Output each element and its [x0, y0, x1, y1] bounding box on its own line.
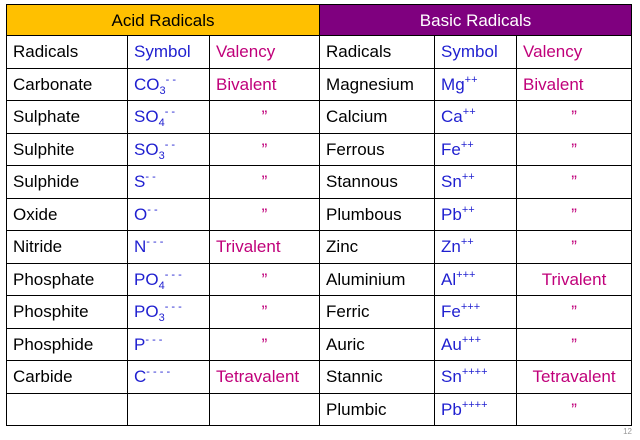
symbol-base: CO — [134, 74, 160, 94]
basic-radical-symbol — [435, 328, 517, 361]
symbol-base: C — [134, 367, 147, 387]
acid-radical-valency: ” — [210, 133, 320, 166]
acid-radical-symbol — [128, 68, 210, 101]
acid-radical-valency: Trivalent — [210, 231, 320, 264]
basic-radical-name: Magnesium — [320, 68, 435, 101]
radicals-table — [6, 4, 632, 426]
table-row — [7, 393, 632, 426]
acid-radical-name: Sulphite — [7, 133, 128, 166]
acid-radical-symbol — [128, 101, 210, 134]
symbol-charge: ++++ — [461, 366, 488, 379]
symbol-base: Ca — [441, 107, 463, 127]
acid-radical-symbol — [128, 361, 210, 394]
symbol-base: Fe — [441, 139, 461, 159]
basic-radical-symbol — [435, 133, 517, 166]
symbol-subscript: 4 — [158, 279, 165, 292]
acid-radical-name: Phosphite — [7, 296, 128, 329]
symbol-charge: ++ — [460, 236, 474, 249]
basic-col-symbol: Symbol — [435, 36, 517, 69]
basic-radical-name: Auric — [320, 328, 435, 361]
page-number: 12 — [623, 427, 632, 436]
symbol-base: Sn — [441, 367, 462, 387]
acid-radical-name: Phosphide — [7, 328, 128, 361]
table-row — [7, 101, 632, 134]
symbol-base: S — [134, 172, 146, 192]
symbol-charge: - - - — [146, 236, 164, 249]
basic-radical-symbol — [435, 166, 517, 199]
basic-col-radicals: Radicals — [320, 36, 435, 69]
basic-radical-name: Ferrous — [320, 133, 435, 166]
acid-radical-symbol — [128, 133, 210, 166]
symbol-charge: - - - - — [146, 366, 171, 379]
symbol-base: Pb — [441, 399, 462, 419]
symbol-charge: - - — [164, 106, 176, 119]
acid-radical-valency — [210, 393, 320, 426]
acid-radical-name: Phosphate — [7, 263, 128, 296]
symbol-base: Mg — [441, 74, 465, 94]
symbol-charge: - - — [145, 171, 156, 184]
symbol-base: N — [134, 237, 147, 257]
basic-radical-symbol — [435, 101, 517, 134]
acid-radical-symbol — [128, 296, 210, 329]
table-row — [7, 231, 632, 264]
table-row — [7, 328, 632, 361]
basic-radical-symbol — [435, 361, 517, 394]
table-row — [7, 361, 632, 394]
acid-radical-name: Carbide — [7, 361, 128, 394]
table-row — [7, 166, 632, 199]
acid-col-radicals: Radicals — [7, 36, 128, 69]
section-header-row — [7, 5, 632, 36]
basic-radical-name: Zinc — [320, 231, 435, 264]
symbol-charge: +++ — [460, 301, 481, 314]
basic-radical-valency: ” — [517, 133, 632, 166]
acid-radical-symbol — [128, 328, 210, 361]
symbol-base: Zn — [441, 237, 461, 257]
acid-radicals-header: Acid Radicals — [7, 5, 320, 36]
basic-radical-symbol — [435, 393, 517, 426]
basic-radical-valency: ” — [517, 231, 632, 264]
basic-radical-valency: Bivalent — [517, 68, 632, 101]
symbol-base: SO — [134, 139, 159, 159]
basic-radical-name: Aluminium — [320, 263, 435, 296]
basic-radical-valency: ” — [517, 101, 632, 134]
symbol-base: PO — [134, 269, 159, 289]
table-row — [7, 68, 632, 101]
acid-radical-valency: ” — [210, 101, 320, 134]
column-header-row — [7, 36, 632, 69]
symbol-charge: - - - — [164, 268, 182, 281]
table-row — [7, 198, 632, 231]
symbol-charge: - - - — [164, 301, 182, 314]
symbol-subscript: 3 — [158, 312, 165, 325]
symbol-base: Al — [441, 269, 457, 289]
symbol-charge: ++++ — [461, 398, 488, 411]
basic-radical-symbol — [435, 296, 517, 329]
symbol-charge: - - — [165, 73, 177, 86]
symbol-charge: ++ — [461, 171, 475, 184]
table-row — [7, 133, 632, 166]
symbol-base: O — [134, 204, 148, 224]
symbol-charge: ++ — [461, 203, 475, 216]
acid-radical-symbol — [128, 198, 210, 231]
symbol-charge: +++ — [461, 333, 482, 346]
basic-radical-symbol — [435, 68, 517, 101]
acid-radical-name: Oxide — [7, 198, 128, 231]
basic-radical-name: Calcium — [320, 101, 435, 134]
basic-radical-symbol — [435, 198, 517, 231]
basic-radical-valency: ” — [517, 166, 632, 199]
symbol-charge: ++ — [460, 138, 474, 151]
acid-radical-valency: ” — [210, 263, 320, 296]
acid-radical-name: Sulphide — [7, 166, 128, 199]
basic-radical-valency: ” — [517, 198, 632, 231]
acid-radical-valency: Tetravalent — [210, 361, 320, 394]
symbol-charge: - - — [164, 138, 176, 151]
basic-radical-valency: ” — [517, 296, 632, 329]
acid-radical-valency: ” — [210, 198, 320, 231]
symbol-charge: +++ — [456, 268, 476, 281]
acid-radical-symbol — [128, 263, 210, 296]
symbol-base: Au — [441, 334, 462, 354]
basic-radical-name: Plumbic — [320, 393, 435, 426]
symbol-charge: - - - — [145, 333, 163, 346]
acid-radical-symbol — [128, 393, 210, 426]
acid-radical-symbol — [128, 231, 210, 264]
acid-radical-valency: ” — [210, 296, 320, 329]
symbol-subscript: 3 — [159, 84, 166, 97]
basic-col-valency: Valency — [517, 36, 632, 69]
basic-radical-valency: ” — [517, 328, 632, 361]
symbol-subscript: 3 — [158, 149, 165, 162]
acid-radical-name: Sulphate — [7, 101, 128, 134]
acid-col-symbol: Symbol — [128, 36, 210, 69]
basic-radical-valency: Trivalent — [517, 263, 632, 296]
basic-radicals-header: Basic Radicals — [320, 5, 632, 36]
table-row — [7, 296, 632, 329]
symbol-charge: ++ — [462, 106, 476, 119]
symbol-charge: ++ — [464, 73, 478, 86]
symbol-charge: - - — [147, 203, 158, 216]
acid-radical-name: Nitride — [7, 231, 128, 264]
symbol-base: Sn — [441, 172, 462, 192]
basic-radical-symbol — [435, 231, 517, 264]
symbol-base: Fe — [441, 302, 461, 322]
acid-radical-valency: ” — [210, 166, 320, 199]
acid-radical-valency: Bivalent — [210, 68, 320, 101]
basic-radical-valency: Tetravalent — [517, 361, 632, 394]
symbol-subscript: 4 — [158, 117, 165, 130]
basic-radical-valency: ” — [517, 393, 632, 426]
table-row — [7, 263, 632, 296]
basic-radical-name: Ferric — [320, 296, 435, 329]
symbol-base: P — [134, 334, 146, 354]
basic-radical-name: Stannic — [320, 361, 435, 394]
basic-radical-name: Plumbous — [320, 198, 435, 231]
basic-radical-name: Stannous — [320, 166, 435, 199]
symbol-base: Pb — [441, 204, 462, 224]
acid-col-valency: Valency — [210, 36, 320, 69]
symbol-base: PO — [134, 302, 159, 322]
symbol-base: SO — [134, 107, 159, 127]
basic-radical-symbol — [435, 263, 517, 296]
acid-radical-name — [7, 393, 128, 426]
acid-radical-name: Carbonate — [7, 68, 128, 101]
acid-radical-valency: ” — [210, 328, 320, 361]
acid-radical-symbol — [128, 166, 210, 199]
